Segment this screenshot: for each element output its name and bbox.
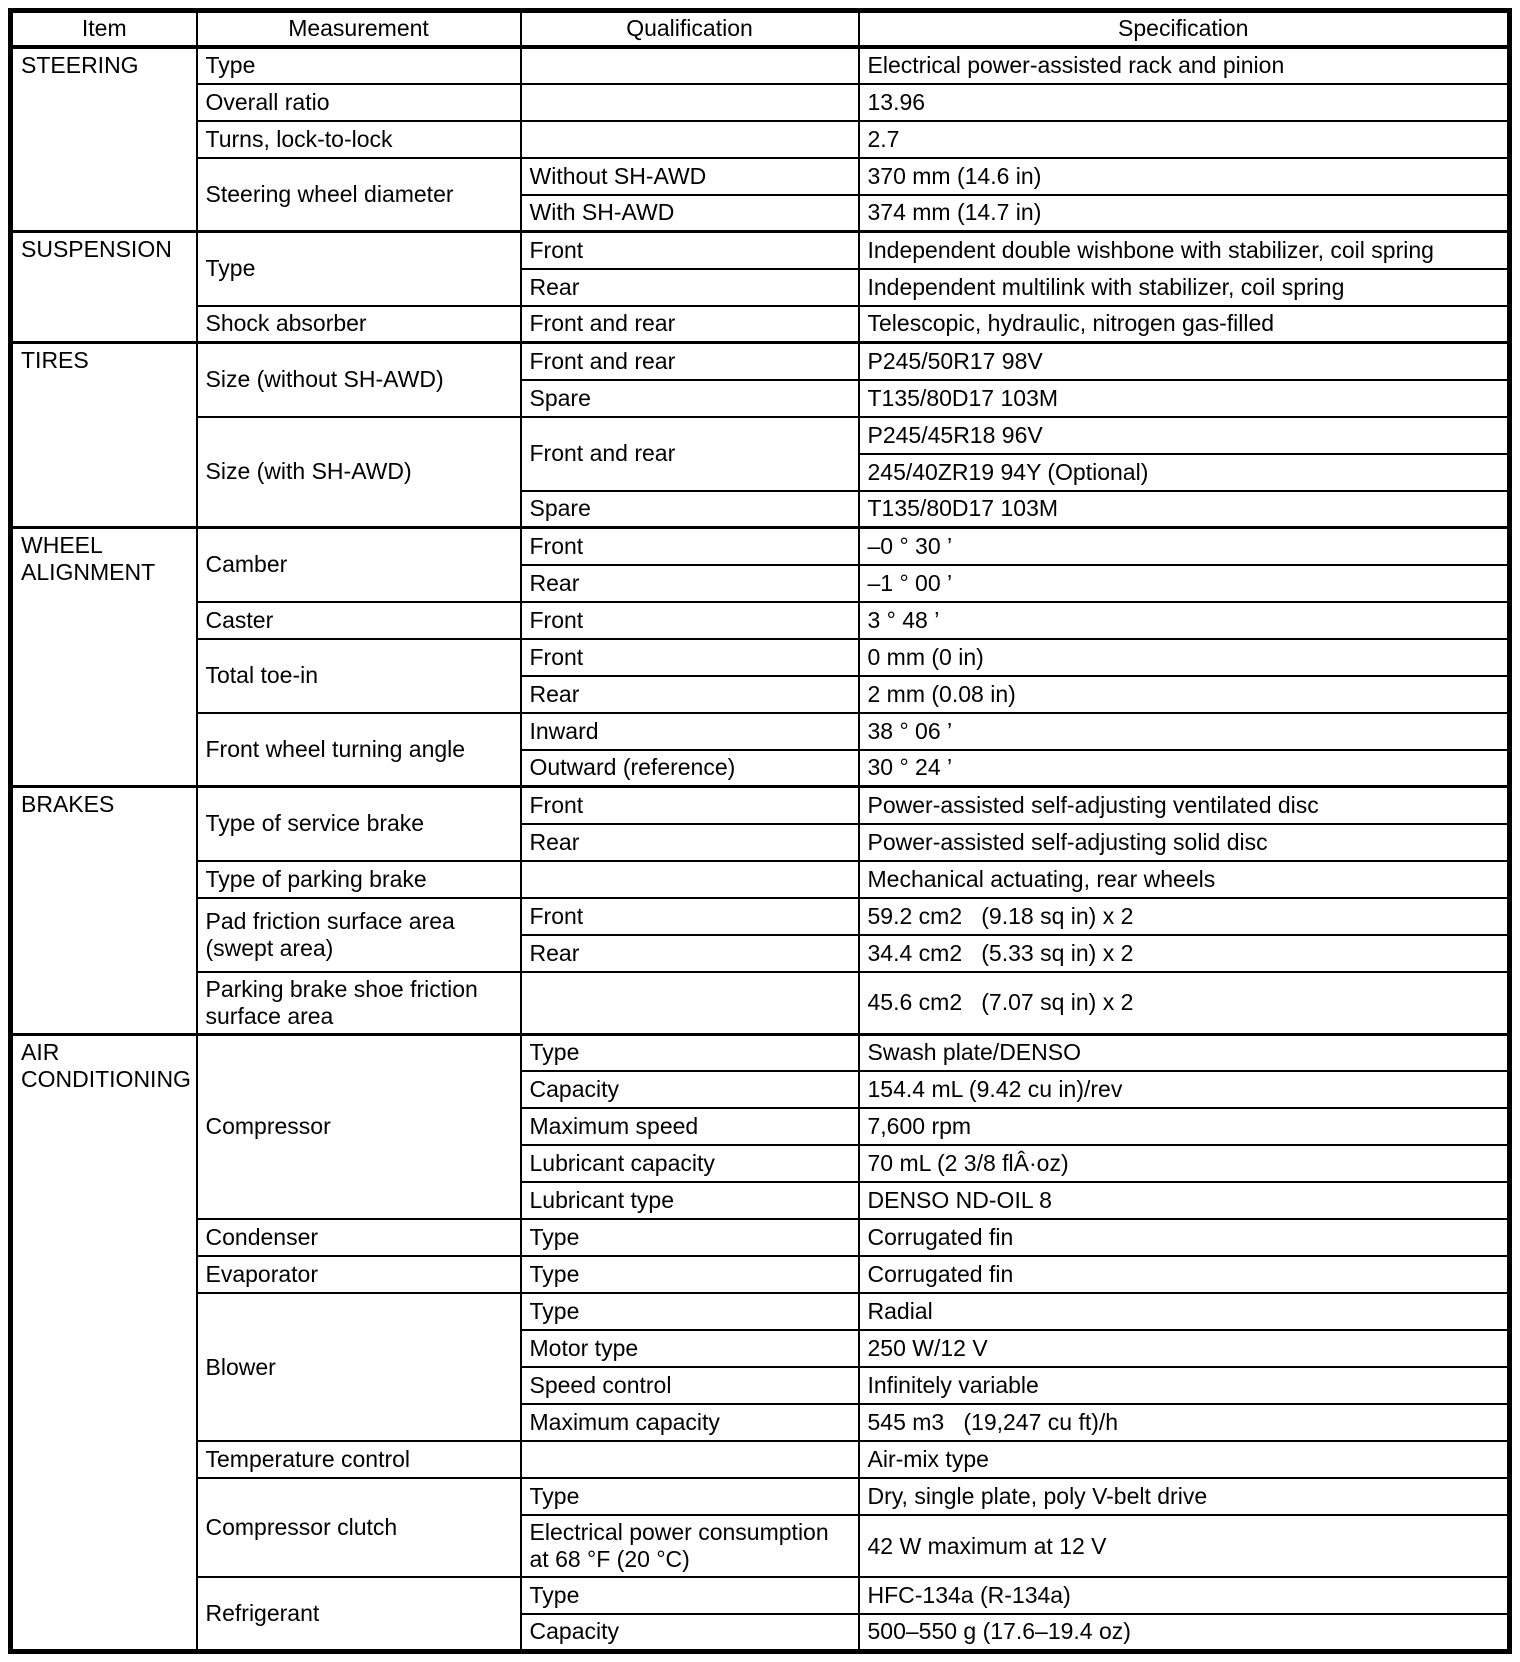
qualification-cell: Front: [521, 232, 859, 269]
specification-cell: DENSO ND-OIL 8: [859, 1182, 1510, 1219]
qualification-cell: Front and rear: [521, 343, 859, 380]
qualification-cell: Rear: [521, 565, 859, 602]
specification-cell: Air-mix type: [859, 1441, 1510, 1478]
measurement-cell: Size (with SH-AWD): [197, 417, 521, 528]
specification-cell: –1 ° 00 ’: [859, 565, 1510, 602]
specification-cell: 370 mm (14.6 in): [859, 158, 1510, 195]
qualification-cell: Capacity: [521, 1071, 859, 1108]
specification-cell: Corrugated fin: [859, 1256, 1510, 1293]
qualification-cell: [521, 47, 859, 84]
qualification-cell: [521, 972, 859, 1035]
specification-cell: 30 ° 24 ’: [859, 750, 1510, 787]
specification-cell: P245/50R17 98V: [859, 343, 1510, 380]
qualification-cell: Type: [521, 1034, 859, 1071]
specification-cell: 7,600 rpm: [859, 1108, 1510, 1145]
measurement-cell: Shock absorber: [197, 306, 521, 343]
qualification-cell: Rear: [521, 269, 859, 306]
qualification-cell: Maximum speed: [521, 1108, 859, 1145]
qualification-cell: Type: [521, 1478, 859, 1515]
specification-cell: 500–550 g (17.6–19.4 oz): [859, 1614, 1510, 1651]
specification-cell: 2.7: [859, 121, 1510, 158]
measurement-cell: Front wheel turning angle: [197, 713, 521, 787]
item-cell: STEERING: [11, 47, 197, 232]
item-cell: TIRES: [11, 343, 197, 528]
specification-cell: 0 mm (0 in): [859, 639, 1510, 676]
specification-cell: Mechanical actuating, rear wheels: [859, 861, 1510, 898]
measurement-cell: Temperature control: [197, 1441, 521, 1478]
table-body: [11, 47, 1510, 1652]
column-header-specification: Specification: [859, 11, 1510, 47]
table-row: [11, 47, 1510, 84]
specification-cell: 45.6 cm2 (7.07 sq in) x 2: [859, 972, 1510, 1035]
qualification-cell: Motor type: [521, 1330, 859, 1367]
table-row: [11, 1219, 1510, 1256]
item-cell: SUSPENSION: [11, 232, 197, 343]
measurement-cell: Type: [197, 232, 521, 306]
measurement-cell: Condenser: [197, 1219, 521, 1256]
qualification-cell: Speed control: [521, 1367, 859, 1404]
column-header-qualification: Qualification: [521, 11, 859, 47]
specification-cell: 374 mm (14.7 in): [859, 195, 1510, 232]
measurement-cell: Blower: [197, 1293, 521, 1441]
specification-cell: Dry, single plate, poly V-belt drive: [859, 1478, 1510, 1515]
table-row: [11, 602, 1510, 639]
table-row: [11, 787, 1510, 824]
table-row: [11, 343, 1510, 380]
table-row: [11, 972, 1510, 1035]
table-row: [11, 158, 1510, 195]
qualification-cell: Rear: [521, 676, 859, 713]
table-row: [11, 639, 1510, 676]
table-row: [11, 528, 1510, 565]
item-cell: BRAKES: [11, 787, 197, 1035]
table-row: [11, 1441, 1510, 1478]
qualification-cell: Front: [521, 528, 859, 565]
specification-cell: 250 W/12 V: [859, 1330, 1510, 1367]
specification-cell: Power-assisted self-adjusting ventilated disc: [859, 787, 1510, 824]
qualification-cell: Spare: [521, 491, 859, 528]
table-row: [11, 898, 1510, 935]
specification-cell: 545 m3 (19,247 cu ft)/h: [859, 1404, 1510, 1441]
qualification-cell: Front: [521, 639, 859, 676]
qualification-cell: Outward (reference): [521, 750, 859, 787]
qualification-cell: [521, 861, 859, 898]
qualification-cell: Front and rear: [521, 417, 859, 491]
measurement-cell: Size (without SH-AWD): [197, 343, 521, 417]
specification-cell: 3 ° 48 ’: [859, 602, 1510, 639]
measurement-cell: Type of parking brake: [197, 861, 521, 898]
table-row: [11, 1256, 1510, 1293]
specification-cell: 13.96: [859, 84, 1510, 121]
qualification-cell: Rear: [521, 824, 859, 861]
table-row: [11, 121, 1510, 158]
measurement-cell: Total toe-in: [197, 639, 521, 713]
specification-cell: Independent multilink with stabilizer, coil spring: [859, 269, 1510, 306]
table-row: [11, 1478, 1510, 1515]
measurement-cell: Refrigerant: [197, 1577, 521, 1651]
measurement-cell: Compressor clutch: [197, 1478, 521, 1577]
qualification-cell: Front and rear: [521, 306, 859, 343]
qualification-cell: Lubricant type: [521, 1182, 859, 1219]
measurement-cell: Turns, lock-to-lock: [197, 121, 521, 158]
specification-cell: 70 mL (2 3/8 flÂ·oz): [859, 1145, 1510, 1182]
table-row: [11, 1034, 1510, 1071]
table-row: [11, 84, 1510, 121]
qualification-cell: Front: [521, 787, 859, 824]
qualification-cell: Type: [521, 1577, 859, 1614]
specification-cell: P245/45R18 96V: [859, 417, 1510, 454]
specification-cell: 154.4 mL (9.42 cu in)/rev: [859, 1071, 1510, 1108]
specifications-table: [8, 8, 1512, 1654]
measurement-cell: Type: [197, 47, 521, 84]
table-row: [11, 861, 1510, 898]
column-header-measurement: Measurement: [197, 11, 521, 47]
specification-cell: 59.2 cm2 (9.18 sq in) x 2: [859, 898, 1510, 935]
measurement-cell: Pad friction surface area (swept area): [197, 898, 521, 972]
qualification-cell: [521, 121, 859, 158]
specification-cell: 38 ° 06 ’: [859, 713, 1510, 750]
measurement-cell: Compressor: [197, 1034, 521, 1219]
qualification-cell: Inward: [521, 713, 859, 750]
specification-cell: HFC-134a (R-134a): [859, 1577, 1510, 1614]
specification-cell: 42 W maximum at 12 V: [859, 1515, 1510, 1577]
qualification-cell: Lubricant capacity: [521, 1145, 859, 1182]
specification-cell: Infinitely variable: [859, 1367, 1510, 1404]
qualification-cell: Type: [521, 1219, 859, 1256]
qualification-cell: [521, 1441, 859, 1478]
specification-cell: –0 ° 30 ’: [859, 528, 1510, 565]
specification-cell: T135/80D17 103M: [859, 380, 1510, 417]
table-header: [11, 11, 1510, 47]
measurement-cell: Steering wheel diameter: [197, 158, 521, 232]
qualification-cell: With SH-AWD: [521, 195, 859, 232]
specification-cell: Independent double wishbone with stabilizer, coil spring: [859, 232, 1510, 269]
specification-cell: T135/80D17 103M: [859, 491, 1510, 528]
table-row: [11, 1293, 1510, 1330]
specification-cell: Swash plate/DENSO: [859, 1034, 1510, 1071]
specification-cell: Electrical power-assisted rack and pinion: [859, 47, 1510, 84]
measurement-cell: Camber: [197, 528, 521, 602]
qualification-cell: Front: [521, 898, 859, 935]
measurement-cell: Caster: [197, 602, 521, 639]
header-row: [11, 11, 1510, 47]
qualification-cell: [521, 84, 859, 121]
specification-cell: Power-assisted self-adjusting solid disc: [859, 824, 1510, 861]
specification-cell: 245/40ZR19 94Y (Optional): [859, 454, 1510, 491]
table-row: [11, 232, 1510, 269]
qualification-cell: Front: [521, 602, 859, 639]
specification-cell: 34.4 cm2 (5.33 sq in) x 2: [859, 935, 1510, 972]
specification-cell: 2 mm (0.08 in): [859, 676, 1510, 713]
measurement-cell: Type of service brake: [197, 787, 521, 861]
specification-cell: Radial: [859, 1293, 1510, 1330]
qualification-cell: Rear: [521, 935, 859, 972]
item-cell: WHEEL ALIGNMENT: [11, 528, 197, 787]
table-row: [11, 306, 1510, 343]
specification-cell: Telescopic, hydraulic, nitrogen gas-filled: [859, 306, 1510, 343]
measurement-cell: Overall ratio: [197, 84, 521, 121]
qualification-cell: Type: [521, 1256, 859, 1293]
qualification-cell: Capacity: [521, 1614, 859, 1651]
table-row: [11, 713, 1510, 750]
qualification-cell: Spare: [521, 380, 859, 417]
qualification-cell: Electrical power consumption at 68 °F (20 °C): [521, 1515, 859, 1577]
measurement-cell: Parking brake shoe friction surface area: [197, 972, 521, 1035]
qualification-cell: Without SH-AWD: [521, 158, 859, 195]
qualification-cell: Type: [521, 1293, 859, 1330]
item-cell: AIR CONDITIONING: [11, 1034, 197, 1651]
qualification-cell: Maximum capacity: [521, 1404, 859, 1441]
table-row: [11, 1577, 1510, 1614]
measurement-cell: Evaporator: [197, 1256, 521, 1293]
table-row: [11, 417, 1510, 454]
specification-cell: Corrugated fin: [859, 1219, 1510, 1256]
column-header-item: Item: [11, 11, 197, 47]
